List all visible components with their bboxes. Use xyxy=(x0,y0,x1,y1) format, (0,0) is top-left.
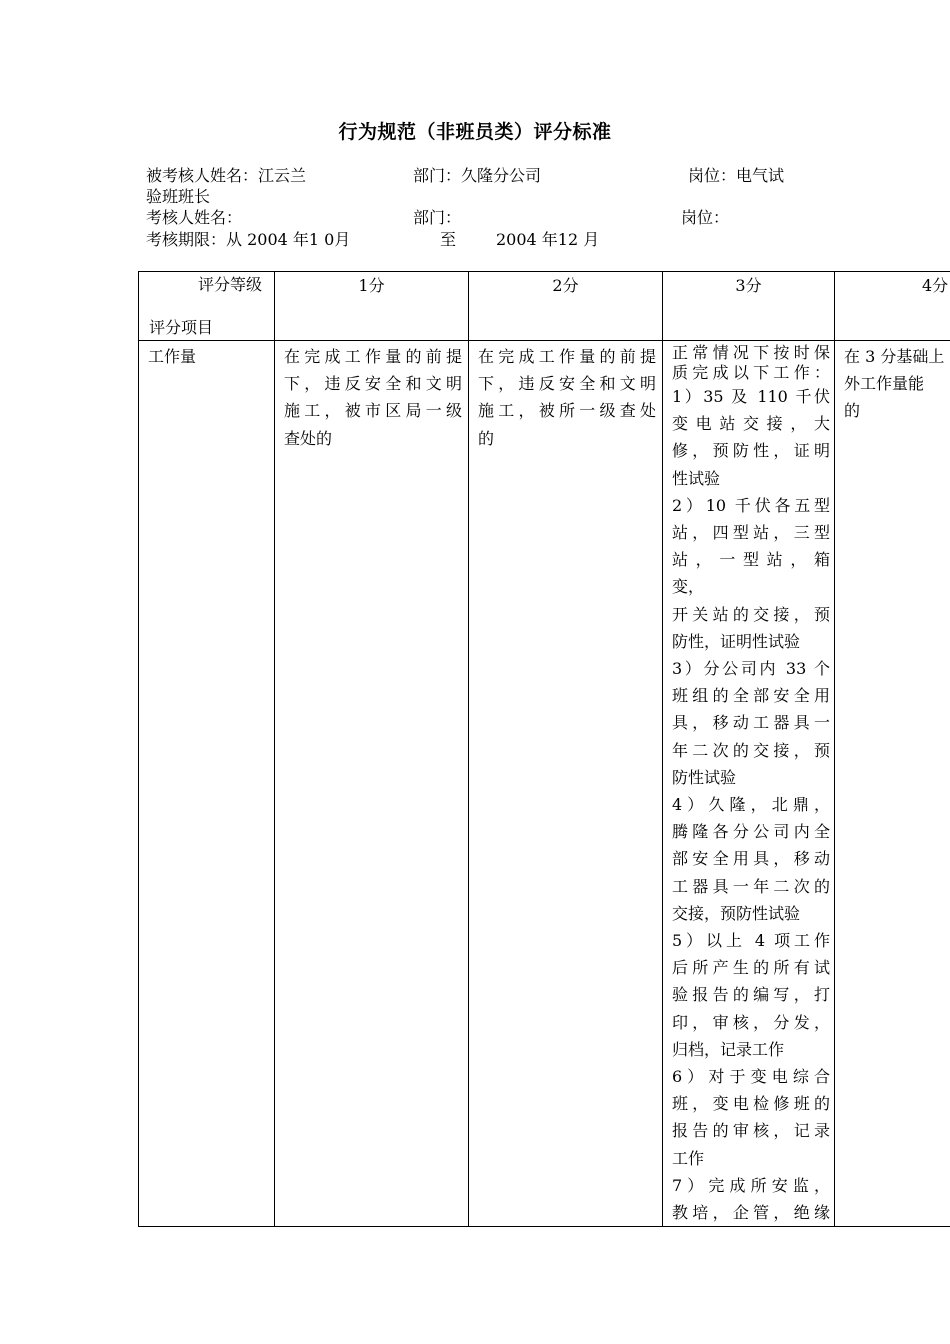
assessment-period-to-label: 至 xyxy=(440,230,457,249)
grade-1-criteria-cell xyxy=(275,341,469,1227)
item-name: 工作量 xyxy=(148,347,197,366)
criteria-line: 3）分公司内 33 个 xyxy=(672,659,830,679)
criteria-line: 1）35 及 110 千伏 xyxy=(672,387,830,406)
examinee-department: 部门：久隆分公司 xyxy=(413,166,542,185)
criteria-line: 工作 xyxy=(672,1148,705,1168)
criteria-line: 变， xyxy=(672,577,705,597)
grade-2-criteria-cell xyxy=(469,341,663,1227)
criteria-line: 外工作量能 xyxy=(844,374,925,394)
criteria-line: 查处的 xyxy=(284,428,333,448)
criteria-line: 在完成工作量的前提 xyxy=(284,347,462,366)
criteria-line: 年二次的交接，预 xyxy=(672,740,830,760)
criteria-line: 防性试验 xyxy=(672,767,737,787)
examinee-name: 被考核人姓名：江云兰 xyxy=(146,166,307,185)
page-title: 行为规范（非班员类）评分标准 xyxy=(338,121,612,143)
grade-3-criteria-cell xyxy=(663,341,835,1227)
grade-header-2: 2分 xyxy=(469,272,663,341)
criteria-line: 在完成工作量的前提 xyxy=(478,347,656,366)
table-row xyxy=(139,341,950,1227)
criteria-line: 6）对于变电综合 xyxy=(672,1067,830,1087)
examinee-post-continued: 验班班长 xyxy=(146,187,211,206)
criteria-line: 性试验 xyxy=(672,468,721,488)
scoring-table xyxy=(138,271,950,1227)
criteria-line: 在 3 分基础上 xyxy=(844,347,945,366)
criteria-line: 腾隆各分公司内全 xyxy=(672,822,830,842)
criteria-line: 修，预防性，证明 xyxy=(672,441,830,461)
criteria-line: 的 xyxy=(478,428,495,448)
criteria-line: 归档，记录工作 xyxy=(672,1039,785,1059)
criteria-line: 施工，被所一级查处 xyxy=(478,401,656,421)
corner-header-cell xyxy=(139,272,275,341)
grade-level-label: 评分等级 xyxy=(197,275,262,294)
assessment-period-end: 2004 年12 月 xyxy=(496,230,600,249)
criteria-line: 正常情况下按时保 xyxy=(672,343,830,362)
examiner-department: 部门： xyxy=(413,208,462,227)
examinee-post: 岗位：电气试 xyxy=(688,166,785,185)
criteria-line: 站，一型站，箱 xyxy=(672,550,830,570)
criteria-line: 防性，证明性试验 xyxy=(672,631,801,651)
examiner-name: 考核人姓名： xyxy=(146,208,243,227)
criteria-line: 下，违反安全和文明 xyxy=(284,374,462,394)
criteria-line: 5）以上 4 项工作 xyxy=(672,931,830,951)
criteria-line: 的 xyxy=(844,401,861,421)
assessment-period-from: 考核期限：从 2004 年1 0月 xyxy=(146,230,351,249)
criteria-line: 质完成以下工作： xyxy=(672,363,830,382)
examiner-post: 岗位： xyxy=(681,208,730,227)
criteria-line: 印，审核，分发， xyxy=(672,1012,830,1032)
grade-header-1: 1分 xyxy=(275,272,469,341)
criteria-line: 部安全用具，移动 xyxy=(672,849,830,869)
criteria-line: 变电站交接，大 xyxy=(672,414,830,434)
criteria-line: 开关站的交接，预 xyxy=(672,604,830,624)
criteria-line: 工器具一年二次的 xyxy=(672,876,830,896)
criteria-line: 4）久隆，北鼎， xyxy=(672,795,830,815)
criteria-line: 具，移动工器具一 xyxy=(672,713,830,733)
grade-header-row xyxy=(139,272,950,341)
criteria-line: 班，变电检修班的 xyxy=(672,1094,830,1114)
criteria-line: 教培，企管，绝缘 xyxy=(672,1203,830,1223)
criteria-line: 2）10 千伏各五型 xyxy=(672,495,830,515)
criteria-line: 后所产生的所有试 xyxy=(672,958,830,978)
scoring-item-label: 评分项目 xyxy=(149,318,214,337)
grade-header-4: 4分 xyxy=(835,272,950,341)
item-cell xyxy=(139,341,275,1227)
criteria-line: 交接，预防性试验 xyxy=(672,903,801,923)
grade-4-criteria-cell xyxy=(835,341,950,1227)
criteria-line: 报告的审核，记录 xyxy=(672,1121,830,1141)
criteria-line: 班组的全部安全用 xyxy=(672,686,830,706)
criteria-line: 下，违反安全和文明 xyxy=(478,374,656,394)
criteria-line: 站，四型站，三型 xyxy=(672,523,830,543)
grade-header-3: 3分 xyxy=(663,272,835,341)
criteria-line: 验报告的编写，打 xyxy=(672,985,830,1005)
criteria-line: 施工，被市区局一级 xyxy=(284,401,462,421)
criteria-line: 7）完成所安监， xyxy=(672,1175,830,1195)
